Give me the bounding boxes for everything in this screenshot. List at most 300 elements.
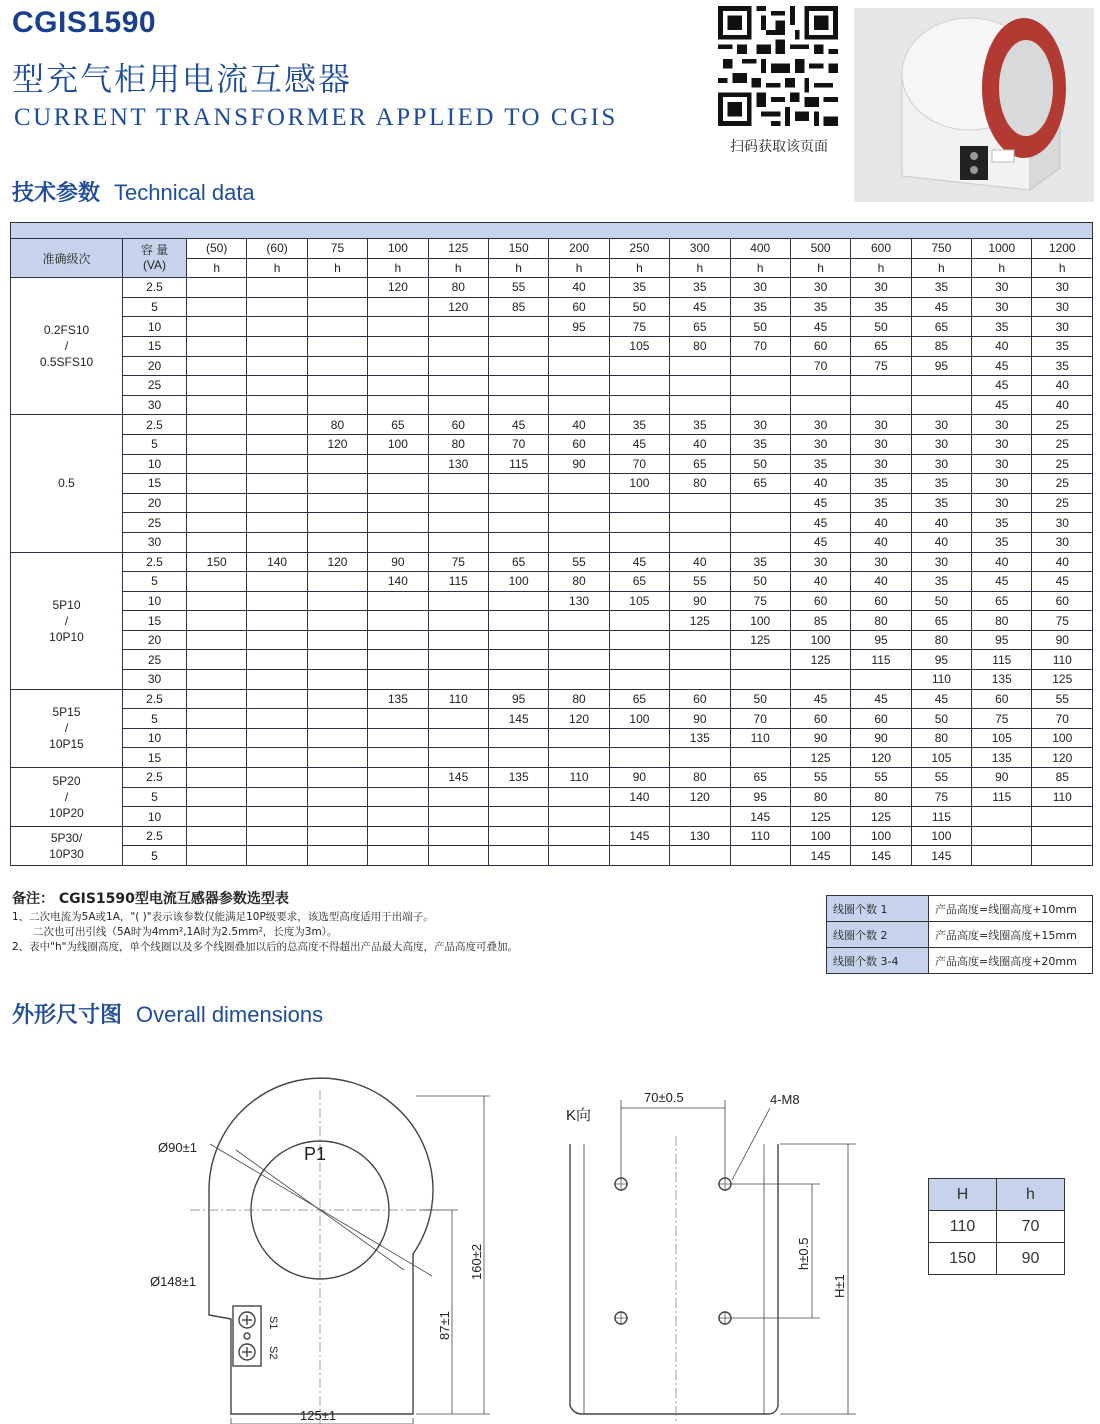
coil-height-cell [368,376,428,396]
coil-height-cell: 75 [972,709,1032,729]
hh-cell: 90 [997,1243,1065,1275]
header-h: h [670,258,730,278]
coil-height-cell: 45 [911,689,971,709]
coil-height-cell: 35 [851,474,911,494]
coil-height-cell [187,768,247,788]
accuracy-class-label: 10P20 [49,805,84,820]
coil-height-cell: 110 [1032,787,1093,807]
coil-height-cell [609,513,669,533]
coil-height-cell: 75 [1032,611,1093,631]
coil-height-cell [247,748,307,768]
coil-height-cell [609,493,669,513]
accuracy-class-label: 5P30/ [50,830,83,845]
accuracy-class-cell [11,768,123,827]
coil-height-cell [972,807,1032,827]
coil-height-cell [368,356,428,376]
table-row [11,846,1093,866]
coil-height-cell [488,376,548,396]
coil-height-cell: 145 [730,807,790,827]
coil-height-cell: 55 [488,278,548,298]
coil-height-cell: 80 [549,689,609,709]
coil-height-cell: 135 [670,728,730,748]
coil-height-cell: 135 [972,670,1032,690]
coil-height-cell [368,787,428,807]
note-line: 2、表中"h"为线圈高度，单个线圈以及多个线圈叠加以后的总高度不得超出产品最大高度，产品高度可叠加。 [12,941,518,953]
coil-height-cell: 70 [790,356,850,376]
coil-height-cell [549,826,609,846]
coil-height-cell [428,591,488,611]
coil-height-cell [247,787,307,807]
coil-height-cell [428,317,488,337]
coil-height-cell: 135 [488,768,548,788]
coil-rule: 产品高度=线圈高度+15mm [929,922,1093,948]
coil-height-cell [428,474,488,494]
coil-height-cell [670,748,730,768]
table-top-band [11,223,1093,239]
coil-height-cell: 60 [428,415,488,435]
coil-height-cell [428,493,488,513]
coil-height-cell: 75 [911,787,971,807]
coil-height-cell: 35 [730,552,790,572]
capacity-cell: 5 [123,709,187,729]
coil-height-cell: 80 [307,415,367,435]
coil-height-cell: 60 [549,297,609,317]
coil-height-cell [730,532,790,552]
coil-height-cell [187,278,247,298]
coil-height-cell [247,630,307,650]
coil-height-cell [730,376,790,396]
coil-height-cell [187,297,247,317]
coil-height-cell: 90 [549,454,609,474]
coil-height-cell [187,807,247,827]
coil-height-cell: 115 [911,807,971,827]
coil-height-cell [247,846,307,866]
header-current: (50) [187,239,247,259]
coil-height-cell: 25 [1032,454,1093,474]
coil-height-cell: 90 [609,768,669,788]
coil-height-cell: 35 [911,474,971,494]
coil-height-cell [247,709,307,729]
coil-height-cell [187,376,247,396]
s2-label: S2 [267,1346,279,1360]
coil-height-cell [609,807,669,827]
capacity-cell: 25 [123,376,187,396]
coil-height-cell [670,513,730,533]
coil-height-cell: 80 [851,787,911,807]
coil-height-cell [670,670,730,690]
coil-height-cell: 120 [1032,748,1093,768]
qr-code-icon[interactable] [718,6,838,126]
coil-height-cell [549,336,609,356]
coil-height-cell: 50 [911,709,971,729]
coil-height-cell: 145 [911,846,971,866]
header-h: h [972,258,1032,278]
coil-height-cell: 95 [911,356,971,376]
coil-height-cell [549,650,609,670]
coil-height-cell: 85 [790,611,850,631]
coil-height-cell [851,376,911,396]
coil-height-cell: 40 [911,532,971,552]
coil-height-cell [187,826,247,846]
header-h: h [307,258,367,278]
coil-height-cell: 100 [368,434,428,454]
coil-count: 线圈个数 3-4 [827,948,929,974]
coil-height-cell [488,356,548,376]
table-row [11,532,1093,552]
coil-height-cell [247,611,307,631]
front-view [190,1078,490,1424]
coil-height-cell: 100 [488,572,548,592]
coil-height-cell [911,395,971,415]
hh-header: H [929,1179,997,1211]
coil-height-cell: 35 [670,415,730,435]
coil-height-cell: 100 [730,611,790,631]
coil-height-cell: 125 [851,807,911,827]
capacity-cell: 15 [123,336,187,356]
coil-height-cell [670,532,730,552]
coil-height-cell: 65 [368,415,428,435]
coil-height-cell: 130 [428,454,488,474]
coil-height-cell [247,670,307,690]
coil-height-cell [187,591,247,611]
coil-height-cell [187,454,247,474]
header-h: h [247,258,307,278]
coil-height-cell: 45 [609,552,669,572]
coil-height-cell: 45 [972,376,1032,396]
coil-height-cell: 90 [670,709,730,729]
coil-height-cell: 90 [1032,630,1093,650]
coil-height-cell [247,532,307,552]
hh-cell: 110 [929,1211,997,1243]
coil-height-cell [307,336,367,356]
capacity-cell: 10 [123,807,187,827]
table-row [11,807,1093,827]
coil-height-cell: 45 [790,689,850,709]
capacity-cell: 20 [123,493,187,513]
coil-height-cell: 45 [790,513,850,533]
coil-height-cell [307,474,367,494]
coil-height-cell: 30 [1032,297,1093,317]
hh-header: h [997,1179,1065,1211]
coil-height-cell: 105 [609,336,669,356]
coil-height-cell [307,787,367,807]
coil-height-cell [368,709,428,729]
coil-height-cell: 135 [972,748,1032,768]
coil-height-cell: 40 [1032,552,1093,572]
table-row [11,591,1093,611]
capacity-cell: 5 [123,846,187,866]
coil-height-cell [187,572,247,592]
coil-height-cell: 100 [609,709,669,729]
coil-height-cell [549,630,609,650]
product-photo [854,8,1094,202]
coil-height-cell: 65 [911,317,971,337]
coil-height-cell [368,650,428,670]
coil-height-cell [488,650,548,670]
coil-height-cell: 40 [911,513,971,533]
coil-height-cell [730,670,790,690]
coil-height-cell: 60 [790,709,850,729]
coil-height-cell [307,591,367,611]
coil-height-cell: 30 [790,552,850,572]
coil-height-cell: 110 [911,670,971,690]
coil-height-cell: 30 [790,278,850,298]
coil-height-cell: 35 [911,493,971,513]
coil-height-cell: 45 [972,356,1032,376]
coil-height-cell [730,356,790,376]
coil-height-cell [368,513,428,533]
model-number: CGIS1590 [12,6,157,39]
coil-height-cell: 100 [790,630,850,650]
header-current: 750 [911,239,971,259]
capacity-cell: 2.5 [123,552,187,572]
coil-height-cell [247,591,307,611]
table-row [11,768,1093,788]
coil-height-cell [247,689,307,709]
coil-height-cell [368,846,428,866]
coil-height-cell: 50 [911,591,971,611]
capacity-cell: 2.5 [123,278,187,298]
coil-height-cell [368,474,428,494]
capacity-cell: 20 [123,630,187,650]
header-h: h [549,258,609,278]
coil-height-cell [368,728,428,748]
coil-height-cell: 35 [911,278,971,298]
coil-height-cell [488,513,548,533]
coil-height-cell [247,650,307,670]
capacity-cell: 10 [123,317,187,337]
accuracy-class-label: 10P30 [49,846,84,861]
table-row [11,748,1093,768]
capacity-cell: 2.5 [123,415,187,435]
coil-height-cell [368,336,428,356]
coil-height-cell [187,415,247,435]
coil-height-cell: 65 [730,474,790,494]
coil-height-cell [187,317,247,337]
width-label: 125±1 [300,1408,337,1423]
thread-label: 4-M8 [770,1092,800,1107]
accuracy-class-label: / [64,721,69,736]
coil-height-cell: 35 [609,415,669,435]
coil-height-cell [428,532,488,552]
coil-height-cell [549,356,609,376]
coil-height-cell: 95 [488,689,548,709]
coil-height-cell [187,650,247,670]
coil-height-cell [730,748,790,768]
coil-height-cell: 50 [609,297,669,317]
coil-height-cell: 140 [368,572,428,592]
coil-height-cell: 125 [790,807,850,827]
table-row [11,709,1093,729]
coil-height-cell: 30 [972,278,1032,298]
accuracy-class-label: / [64,613,69,628]
header-accuracy: 准确级次 [11,239,123,278]
coil-height-cell: 30 [1032,278,1093,298]
coil-height-cell: 55 [1032,689,1093,709]
coil-height-cell [247,474,307,494]
coil-height-cell: 115 [851,650,911,670]
coil-height-cell: 40 [790,572,850,592]
coil-height-cell: 95 [911,650,971,670]
coil-height-cell [187,513,247,533]
coil-height-cell: 25 [1032,474,1093,494]
header-h: h [730,258,790,278]
p1-label: P1 [304,1144,327,1164]
coil-height-cell [247,297,307,317]
coil-height-cell: 30 [1032,317,1093,337]
header-current: (60) [247,239,307,259]
coil-height-cell [488,846,548,866]
coil-height-cell [368,454,428,474]
header-current: 250 [609,239,669,259]
header-h: h [488,258,548,278]
coil-height-cell [428,670,488,690]
coil-height-cell [307,317,367,337]
coil-height-cell [488,611,548,631]
header-current: 150 [488,239,548,259]
coil-count: 线圈个数 1 [827,896,929,922]
coil-height-cell [307,611,367,631]
capacity-cell: 2.5 [123,689,187,709]
coil-height-cell [609,532,669,552]
coil-height-cell: 65 [911,611,971,631]
coil-height-cell [549,513,609,533]
coil-height-cell [609,630,669,650]
coil-height-cell: 35 [1032,356,1093,376]
coil-height-cell: 55 [549,552,609,572]
coil-height-cell [187,630,247,650]
coil-height-cell: 30 [972,454,1032,474]
coil-height-cell [670,376,730,396]
capacity-cell: 15 [123,748,187,768]
hh-cell: 70 [997,1211,1065,1243]
coil-height-cell [187,846,247,866]
coil-height-cell: 80 [670,336,730,356]
coil-height-cell: 80 [790,787,850,807]
coil-height-cell [307,728,367,748]
technical-data-body [11,278,1093,866]
coil-height-cell: 145 [790,846,850,866]
coil-height-cell [428,336,488,356]
header-current: 100 [368,239,428,259]
coil-height-cell [609,376,669,396]
coil-height-cell: 35 [911,572,971,592]
coil-height-cell: 45 [911,297,971,317]
coil-height-cell: 115 [428,572,488,592]
coil-height-cell [187,611,247,631]
coil-height-cell [670,356,730,376]
coil-height-cell: 30 [911,415,971,435]
coil-height-cell: 80 [972,611,1032,631]
coil-height-cell: 30 [730,278,790,298]
table-row [11,434,1093,454]
table-row [11,376,1093,396]
coil-height-cell [368,630,428,650]
coil-height-cell: 80 [851,611,911,631]
coil-height-cell [247,376,307,396]
coil-height-cell: 80 [911,728,971,748]
coil-height-cell [368,611,428,631]
coil-height-cell [247,415,307,435]
header-current: 1000 [972,239,1032,259]
accuracy-class-cell [11,415,123,552]
coil-height-cell: 70 [488,434,548,454]
hh-cell: 150 [929,1243,997,1275]
table-row [11,552,1093,572]
coil-height-cell: 30 [851,454,911,474]
coil-height-cell: 110 [730,728,790,748]
coil-height-cell [549,846,609,866]
note-line: 1、二次电流为5A或1A，"( )"表示该参数仅能满足10P级要求，该选型高度适用于出端子。 [12,911,434,923]
coil-height-cell [549,611,609,631]
coil-height-cell [368,591,428,611]
coil-height-cell: 60 [670,689,730,709]
coil-height-cell: 60 [972,689,1032,709]
coil-height-cell [368,493,428,513]
coil-height-cell [670,493,730,513]
coil-height-cell: 65 [488,552,548,572]
coil-height-cell: 45 [972,395,1032,415]
coil-height-cell: 140 [247,552,307,572]
table-row [11,336,1093,356]
coil-height-cell: 100 [851,826,911,846]
capacity-cell: 15 [123,611,187,631]
coil-height-cell: 35 [851,297,911,317]
coil-height-cell [247,356,307,376]
coil-height-cell [428,846,488,866]
coil-height-cell: 50 [851,317,911,337]
coil-height-cell [670,650,730,670]
header-capacity [123,239,187,278]
coil-height-cell [368,297,428,317]
coil-height-cell: 70 [1032,709,1093,729]
coil-height-cell: 30 [972,493,1032,513]
coil-height-cell: 110 [549,768,609,788]
capacity-cell: 25 [123,650,187,670]
coil-height-cell: 80 [549,572,609,592]
coil-height-cell: 35 [972,513,1032,533]
coil-rule: 产品高度=线圈高度+20mm [929,948,1093,974]
coil-height-cell: 55 [911,768,971,788]
inner-diameter-label: Ø148±1 [150,1274,197,1289]
capacity-cell: 5 [123,434,187,454]
header-h: h [911,258,971,278]
header-h: h [609,258,669,278]
coil-height-cell [307,532,367,552]
coil-height-cell: 30 [1032,532,1093,552]
coil-height-cell: 140 [609,787,669,807]
coil-height-cell: 50 [730,689,790,709]
coil-height-cell: 40 [1032,376,1093,396]
coil-height-cell [187,709,247,729]
coil-height-cell: 85 [488,297,548,317]
coil-height-cell: 45 [851,689,911,709]
coil-height-cell [187,395,247,415]
accuracy-class-label: 5P10 [52,597,81,612]
h-dimension-label: h±0.5 [796,1237,811,1270]
coil-row [827,922,1093,948]
coil-height-cell [307,807,367,827]
coil-height-cell: 35 [609,278,669,298]
coil-height-cell: 100 [790,826,850,846]
header-current: 125 [428,239,488,259]
coil-height-cell: 40 [790,474,850,494]
coil-count: 线圈个数 2 [827,922,929,948]
outer-diameter-label: Ø90±1 [158,1140,197,1155]
accuracy-class-label: 5P20 [52,773,81,788]
coil-height-cell [730,395,790,415]
coil-height-cell: 80 [670,474,730,494]
